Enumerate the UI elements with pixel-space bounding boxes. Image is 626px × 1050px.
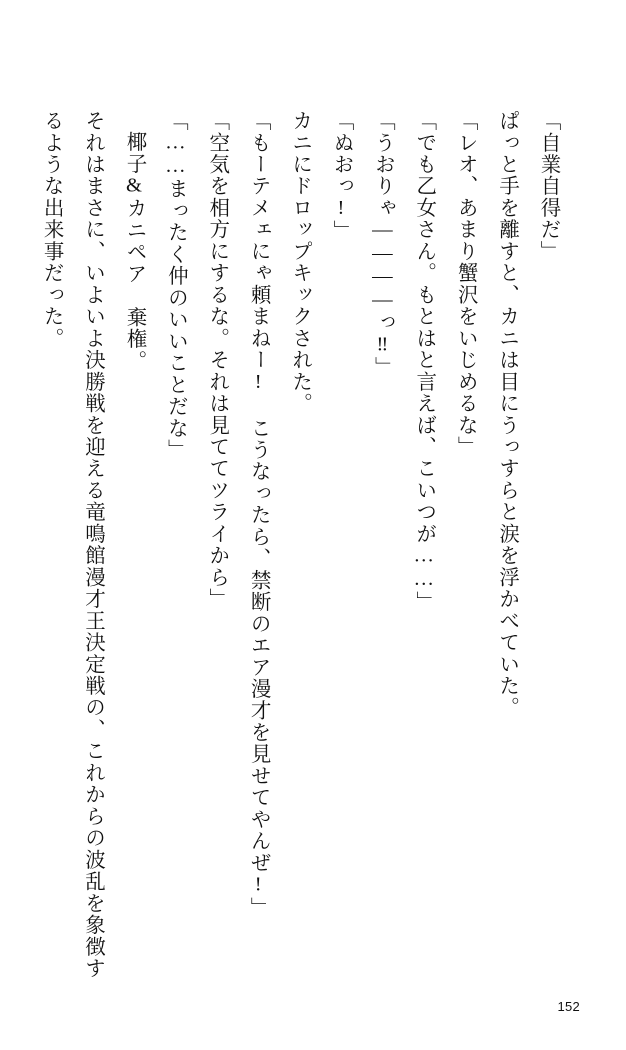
paragraph: 「……まったく仲のいいことだな」 (164, 110, 187, 461)
paragraph: 椰子&カニペア 棄権。 (122, 130, 145, 372)
paragraph: 「でも乙女さん。もとはと言えば、こいつが……」 (412, 110, 435, 613)
paragraph: 「もーテメェにゃ頼まねー! こうなったら、禁断のエア漫才を見せてやんぜ!」 (247, 110, 270, 919)
paragraph: ぱっと手を離すと、カニは目にうっすらと涙を浮かべていた。 (495, 110, 518, 719)
paragraph: 「ぬおっ!」 (329, 110, 352, 242)
paragraph: それはまさに、いよいよ決勝戦を迎える竜鳴館漫才王決定戦の、これからの波乱を象徴するような出来事だった。 (40, 110, 104, 980)
page-number: 152 (557, 999, 580, 1014)
page-body-text (40, 110, 568, 990)
paragraph: 「レオ、あまり蟹沢をいじめるな」 (454, 110, 477, 458)
paragraph: 「うおりゃ――――っ‼」 (371, 110, 394, 379)
paragraph: カニにドロップキックされた。 (288, 110, 311, 415)
paragraph: 「空気を相方にするな。それは見ててツライから」 (205, 110, 228, 610)
paragraph: 「自業自得だ」 (537, 110, 559, 263)
